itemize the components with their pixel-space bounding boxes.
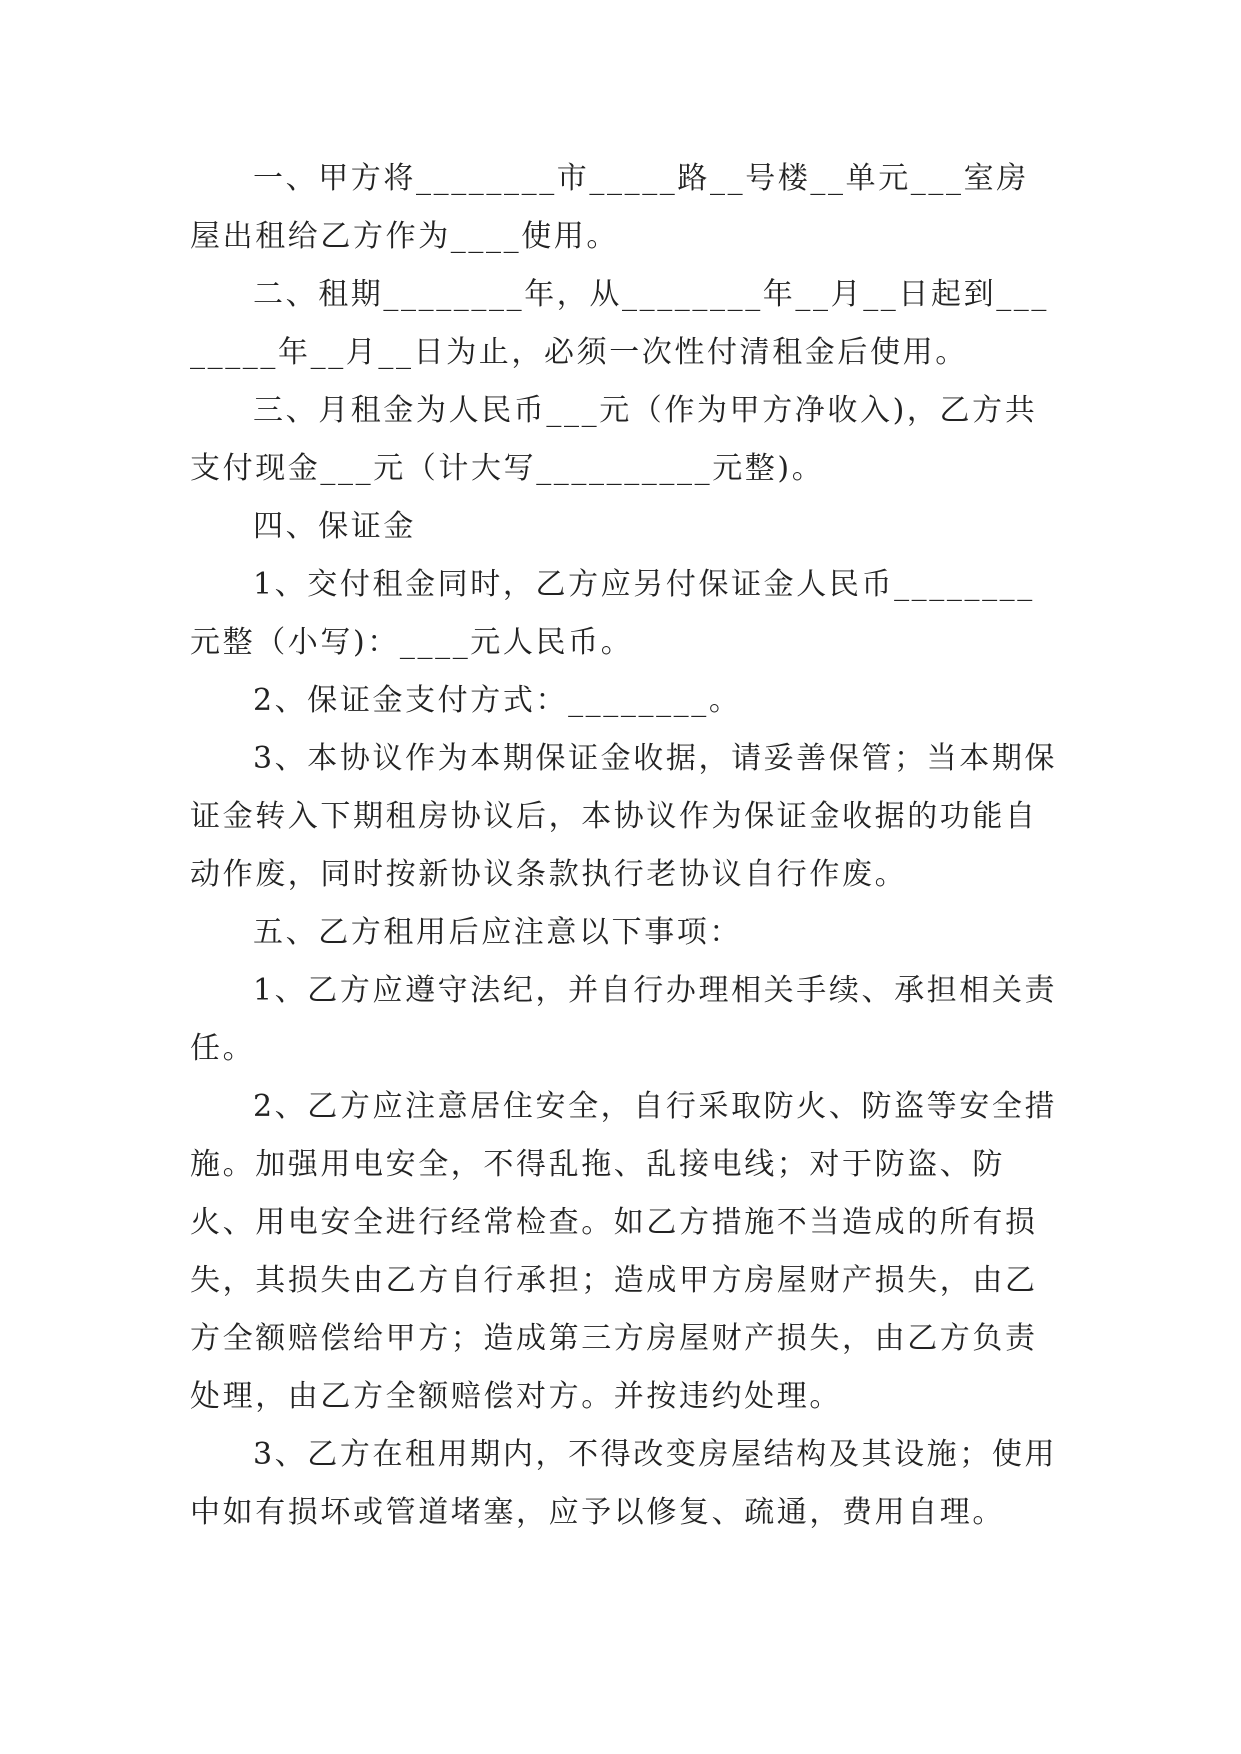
clause-4-heading-deposit: 四、保证金 [253, 509, 416, 544]
document-body [190, 150, 1060, 1542]
clause-2-lease-term: 二、租期________年，从________年__月__日起到________年__月__日为止，必须一次性付清租金后使用。 [190, 277, 1049, 370]
clause-5-heading-notes: 五、乙方租用后应注意以下事项： [253, 915, 742, 950]
clause-4-item-3: 3、本协议作为本期保证金收据，请妥善保管；当本期保证金转入下期租房协议后，本协议作为保证金收据的功能自动作废，同时按新协议条款执行老协议自行作废。 [190, 741, 1058, 892]
clause-5-item-3: 3、乙方在租用期内，不得改变房屋结构及其设施；使用中如有损坏或管道堵塞，应予以修复、疏通，费用自理。 [190, 1437, 1058, 1530]
clause-4-item-2: 2、保证金支付方式：________。 [253, 683, 742, 718]
clause-1-premises: 一、甲方将________市_____路__号楼__单元___室房屋出租给乙方作为____使用。 [190, 161, 1029, 254]
clause-5-item-2: 2、乙方应注意居住安全，自行采取防火、防盗等安全措施。加强用电安全，不得乱拖、乱接电线；对于防盗、防火、用电安全进行经常检查。如乙方措施不当造成的所有损失，其损失由乙方自行承担；造成甲方房屋财产损失，由乙方全额赔偿给甲方；造成第三方房屋财产损失，由乙方负责处理，由乙方全额赔偿对方。并按违约处理。 [190, 1089, 1058, 1414]
clause-3-rent: 三、月租金为人民币___元（作为甲方净收入)，乙方共支付现金___元（计大写__________元整)。 [190, 393, 1038, 486]
clause-5-item-1: 1、乙方应遵守法纪，并自行办理相关手续、承担相关责任。 [190, 973, 1058, 1066]
clause-4-item-1: 1、交付租金同时，乙方应另付保证金人民币________元整（小写)：____元人民币。 [190, 567, 1035, 660]
